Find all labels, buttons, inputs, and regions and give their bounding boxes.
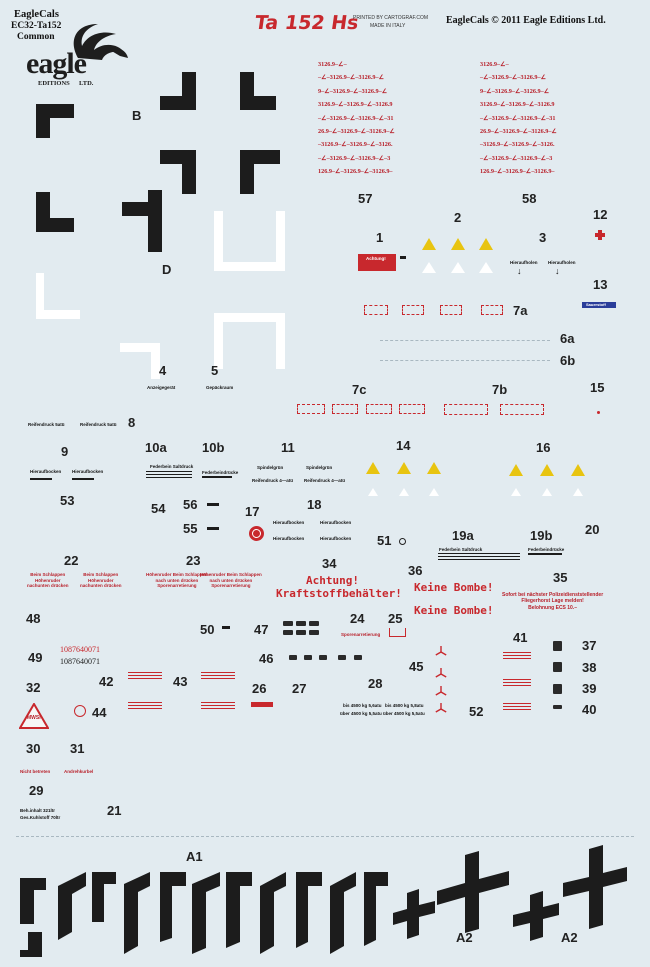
label-24: 24 (350, 611, 365, 626)
gepackraum: Gepäckraum (206, 385, 234, 390)
walkway-7c-1 (297, 404, 325, 414)
balkenkreuz-a-black (160, 72, 300, 202)
federbein-10b: Federbeindrücke (202, 470, 239, 475)
decal-9-bar-2 (72, 478, 94, 480)
decal-50 (222, 626, 230, 629)
label-5: 5 (211, 363, 219, 378)
keine-bombe-1: Keine Bombe! (414, 581, 494, 594)
propeller-icon (435, 703, 447, 715)
label-16: 16 (536, 440, 551, 455)
decal-46-5 (354, 655, 362, 660)
label-52: 52 (469, 704, 484, 719)
label-37: 37 (582, 638, 597, 653)
label-50: 50 (200, 622, 215, 637)
label-31: 31 (70, 741, 85, 756)
walkway-7c-3 (366, 404, 392, 414)
sauerstoff-label: Sauerstoff (582, 302, 616, 308)
label-19a: 19a (452, 528, 474, 543)
label-12: 12 (593, 207, 608, 222)
andrehkurbel: Andrehkurbel (64, 769, 94, 774)
serial-number-red: 1087640071 (60, 645, 100, 654)
serial-block-58: 3126.9–∠– –∠–3126.9–∠–3126.9–∠ 9–∠–3126.9–∠–3126.9–∠ 3126.9–∠–3126.9–∠–3126.9 –∠–3126.9–∠–3126.9–∠–31 26.9–∠–3126.9–∠–3126.9–∠ –3126.9–∠–3126.9–∠–3126. –∠–3126.9–∠–3126.9–∠–3 126.9–∠–3126.9–∠–3126.9– (480, 61, 557, 176)
reifendruck-11a: Reifendruck 4—atü (252, 478, 294, 483)
hohenruder-2: Höhenruder Beim Schlappen nach unten drücken Sporenarretierung (200, 572, 262, 589)
federbein-19a: Federbein Saltdruck (439, 547, 483, 552)
red-roundel-17 (249, 526, 264, 541)
label-57: 57 (358, 191, 373, 206)
label-7a: 7a (513, 303, 528, 318)
warning-triangle-16c (571, 464, 585, 476)
label-25: 25 (388, 611, 403, 626)
label-45: 45 (409, 659, 424, 674)
brand-line-1: EagleCals (14, 9, 59, 20)
decal-41-red-text-2 (503, 679, 531, 687)
white-triangle-2b (451, 262, 465, 273)
printed-by: PRINTED BY CARTOGRAF.COM (353, 15, 429, 21)
label-35: 35 (553, 570, 568, 585)
tire-pressure-3: bis 4500 kg 5,8atu (385, 703, 424, 708)
decal-43b-red-text (201, 702, 235, 711)
label-43: 43 (173, 674, 188, 689)
decal-37 (553, 641, 562, 651)
mwsi-text: MWSI (27, 715, 41, 721)
keine-bombe-2: Keine Bombe! (414, 604, 494, 617)
propeller-icon (435, 668, 447, 680)
label-53: 53 (60, 493, 75, 508)
label-32: 32 (26, 680, 41, 695)
serial-block-57: 3126.9–∠– –∠–3126.9–∠–3126.9–∠ 9–∠–3126.9–∠–3126.9–∠ 3126.9–∠–3126.9–∠–3126.9 –∠–3126.9–∠–3126.9–∠–31 26.9–∠–3126.9–∠–3126.9–∠ –3126.9–∠–3126.9–∠–3126. –∠–3126.9–∠–3126.9–∠–3 126.9–∠–3126.9–∠–3126.9– (318, 61, 395, 176)
label-4: 4 (159, 363, 167, 378)
label-39: 39 (582, 681, 597, 696)
decal-43-red-text (201, 672, 235, 681)
label-44: 44 (92, 705, 107, 720)
hieraufbocken-6: Hieraufbocken (320, 536, 352, 541)
label-9: 9 (61, 444, 69, 459)
warning-triangle-16a (509, 464, 523, 476)
balkenkreuz-a1-row (20, 862, 400, 957)
label-3: 3 (539, 230, 547, 245)
balkenkreuz-d-white (36, 205, 316, 380)
walkway-7b-1 (444, 404, 488, 415)
hieraufbocken-2: Hieraufbocken (72, 469, 104, 474)
red-bracket-25 (389, 628, 406, 637)
cross-label-a2-left: A2 (456, 930, 473, 945)
walkway-7c-4 (399, 404, 425, 414)
decal-46-1 (289, 655, 297, 660)
arrow-down-icon: ↓ (555, 266, 560, 276)
decal-10a-lines (146, 471, 192, 478)
cross-label-b: B (132, 108, 142, 123)
logo-editions: EDITIONS (38, 80, 70, 87)
decal-1-mini (400, 256, 406, 259)
decal-19a-lines (438, 553, 520, 560)
label-2: 2 (454, 210, 462, 225)
small-roundel-51 (399, 538, 406, 545)
white-triangle-14a (368, 488, 378, 496)
tire-pressure-1: bis 4500 kg 5,6atu (343, 703, 382, 708)
brand-line-3: Common (17, 32, 55, 42)
brand-line-2: EC32-Ta152 (11, 21, 62, 31)
tire-pressure-4: über 4500 kg 5,5atu (383, 711, 425, 716)
decal-9-bar-1 (30, 478, 52, 480)
label-51: 51 (377, 533, 392, 548)
label-54: 54 (151, 501, 166, 516)
propeller-icon (435, 646, 447, 658)
balkenkreuz-a2-row (385, 845, 630, 950)
decal-46-4 (338, 655, 346, 660)
label-10b: 10b (202, 440, 225, 455)
red-ring-44 (74, 705, 86, 717)
walkway-7a-3 (440, 305, 462, 315)
warning-triangle-2b (451, 238, 465, 250)
label-11: 11 (281, 440, 295, 455)
label-20: 20 (585, 522, 600, 537)
reifendruck-11b: Reifendruck 4—atü (304, 478, 346, 483)
sporenarretierung: Sporenarretierung (341, 632, 381, 637)
label-19b: 19b (530, 528, 553, 543)
decal-46-2 (304, 655, 312, 660)
label-58: 58 (522, 191, 537, 206)
white-triangle-16a (511, 488, 521, 496)
beim-schlappen-1: Beim Schlappen Höhenruder nachunten drücken (27, 572, 69, 589)
label-29: 29 (29, 783, 44, 798)
white-triangle-16c (573, 488, 583, 496)
label-23: 23 (186, 553, 201, 568)
warning-triangle-2c (479, 238, 493, 250)
label-36: 36 (408, 563, 423, 578)
copyright: EagleCals © 2011 Eagle Editions Ltd. (446, 15, 606, 26)
tire-pressure-2: über 4500 kg 5,5atu (340, 711, 382, 716)
white-triangle-14c (429, 488, 439, 496)
walkway-7a-1 (364, 305, 388, 315)
decal-10b-line (202, 476, 232, 478)
decal-42b-red-text (128, 702, 162, 711)
red-cross-icon (595, 230, 605, 240)
decal-47-2 (296, 621, 306, 626)
decal-42-red-text (128, 672, 162, 681)
warning-triangle-14a (366, 462, 380, 474)
decal-47-6 (309, 630, 319, 635)
propeller-icon (435, 686, 447, 698)
decal-47-5 (296, 630, 306, 635)
red-bar-26 (251, 702, 273, 707)
walkway-7b-2 (500, 404, 544, 415)
decal-46-3 (319, 655, 327, 660)
reifendruck-left: Reifendruck 5atü (28, 422, 65, 427)
label-47: 47 (254, 622, 269, 637)
label-7c: 7c (352, 382, 367, 397)
warning-triangle-14b (397, 462, 411, 474)
decal-56-mark (207, 503, 219, 506)
label-46: 46 (259, 651, 274, 666)
made-in: MADE IN ITALY (370, 23, 406, 29)
decal-41-red-text (503, 652, 531, 660)
label-21: 21 (107, 803, 122, 818)
label-28: 28 (368, 676, 383, 691)
logo-word: eagle (26, 47, 86, 80)
label-42: 42 (99, 674, 114, 689)
label-26: 26 (252, 681, 267, 696)
behinhalt: Beh.inhalt 321ltr Ges.Kuhlstoff 70ltr (20, 808, 61, 820)
decal-19b-line (528, 553, 562, 555)
label-7b: 7b (492, 382, 508, 397)
decal-47-1 (283, 621, 293, 626)
decal-47-4 (283, 630, 293, 635)
hieraufbocken-3: Hieraufbocken (273, 520, 305, 525)
warning-triangle-14c (427, 462, 441, 474)
sheet-divider (16, 836, 634, 837)
decal-39 (553, 684, 562, 694)
walkway-7a-4 (481, 305, 503, 315)
federbein-19b: Federbeindrücke (528, 547, 565, 552)
label-13: 13 (593, 277, 608, 292)
warning-triangle-2a (422, 238, 436, 250)
hieraufbocken-1: Hieraufbocken (30, 469, 62, 474)
label-14: 14 (396, 438, 411, 453)
label-18: 18 (307, 497, 322, 512)
serial-number-black: 1087640071 (60, 657, 100, 666)
label-6b: 6b (560, 353, 576, 368)
white-triangle-2a (422, 262, 436, 273)
label-1: 1 (376, 230, 384, 245)
label-27: 27 (292, 681, 307, 696)
warning-triangle-16b (540, 464, 554, 476)
white-triangle-16b (542, 488, 552, 496)
walkway-7c-2 (332, 404, 358, 414)
hieraufbocken-5: Hieraufbocken (273, 536, 305, 541)
label-15: 15 (590, 380, 605, 395)
sofort-text: Sofort bei nächster Polizeidienststellender Fliegerhorst Lage melden! Belohnung ECS 10.– (502, 592, 604, 611)
label-41: 41 (513, 630, 528, 645)
label-17: 17 (245, 504, 260, 519)
label-40: 40 (582, 702, 597, 717)
label-38: 38 (582, 660, 597, 675)
spindel-2: Spindelgrün (306, 465, 333, 470)
white-triangle-2c (479, 262, 493, 273)
cross-label-d: D (162, 262, 172, 277)
nicht-betreten: Nicht betreten (20, 769, 51, 774)
label-30: 30 (26, 741, 41, 756)
sheet-title: Ta 152 Hs (253, 12, 360, 34)
walkway-7a-2 (402, 305, 424, 315)
decal-41-red-text-3 (503, 703, 531, 711)
label-8: 8 (128, 415, 136, 430)
white-triangle-14b (399, 488, 409, 496)
cross-label-a2-right: A2 (561, 930, 578, 945)
label-49: 49 (28, 650, 43, 665)
decal-38 (553, 662, 562, 672)
cross-label-a1: A1 (186, 849, 203, 864)
label-55: 55 (183, 521, 198, 536)
beim-schlappen-2: Beim Schlappen Höhenruder nachunten drücken (80, 572, 122, 589)
label-10a: 10a (145, 440, 167, 455)
hieraufbocken-4: Hieraufbocken (320, 520, 352, 525)
spindel-1: Spindelgrün (257, 465, 284, 470)
antenna-line-6a (380, 340, 550, 341)
kraftstoff-stencil: Kraftstoffbehälter! (276, 587, 402, 600)
logo-ltd: LTD. (79, 80, 94, 87)
label-48: 48 (26, 611, 41, 626)
achtung-stencil: Achtung! (306, 574, 359, 587)
decal-55-mark (207, 527, 219, 530)
arrow-down-icon: ↓ (517, 266, 522, 276)
federbein-10a: Federbein Saltdruck (150, 464, 194, 469)
red-dot-15 (597, 411, 600, 414)
reifendruck-right: Reifendruck 5atü (80, 422, 117, 427)
label-22: 22 (64, 553, 79, 568)
anzeigegerat: Anzeigegerät (147, 385, 176, 390)
label-34: 34 (322, 556, 337, 571)
hohenruder-1: Höhenruder Beim Schlappen nach unten drücken Sporenarretierung (146, 572, 208, 589)
label-56: 56 (183, 497, 198, 512)
achtung-box-text: Achtung! (366, 256, 386, 261)
hieraufholen-left: Hieraufholen (510, 260, 538, 265)
decal-47-3 (309, 621, 319, 626)
hieraufholen-right: Hieraufholen (548, 260, 576, 265)
antenna-line-6b (380, 360, 550, 361)
decal-40 (553, 705, 562, 709)
label-6a: 6a (560, 331, 575, 346)
